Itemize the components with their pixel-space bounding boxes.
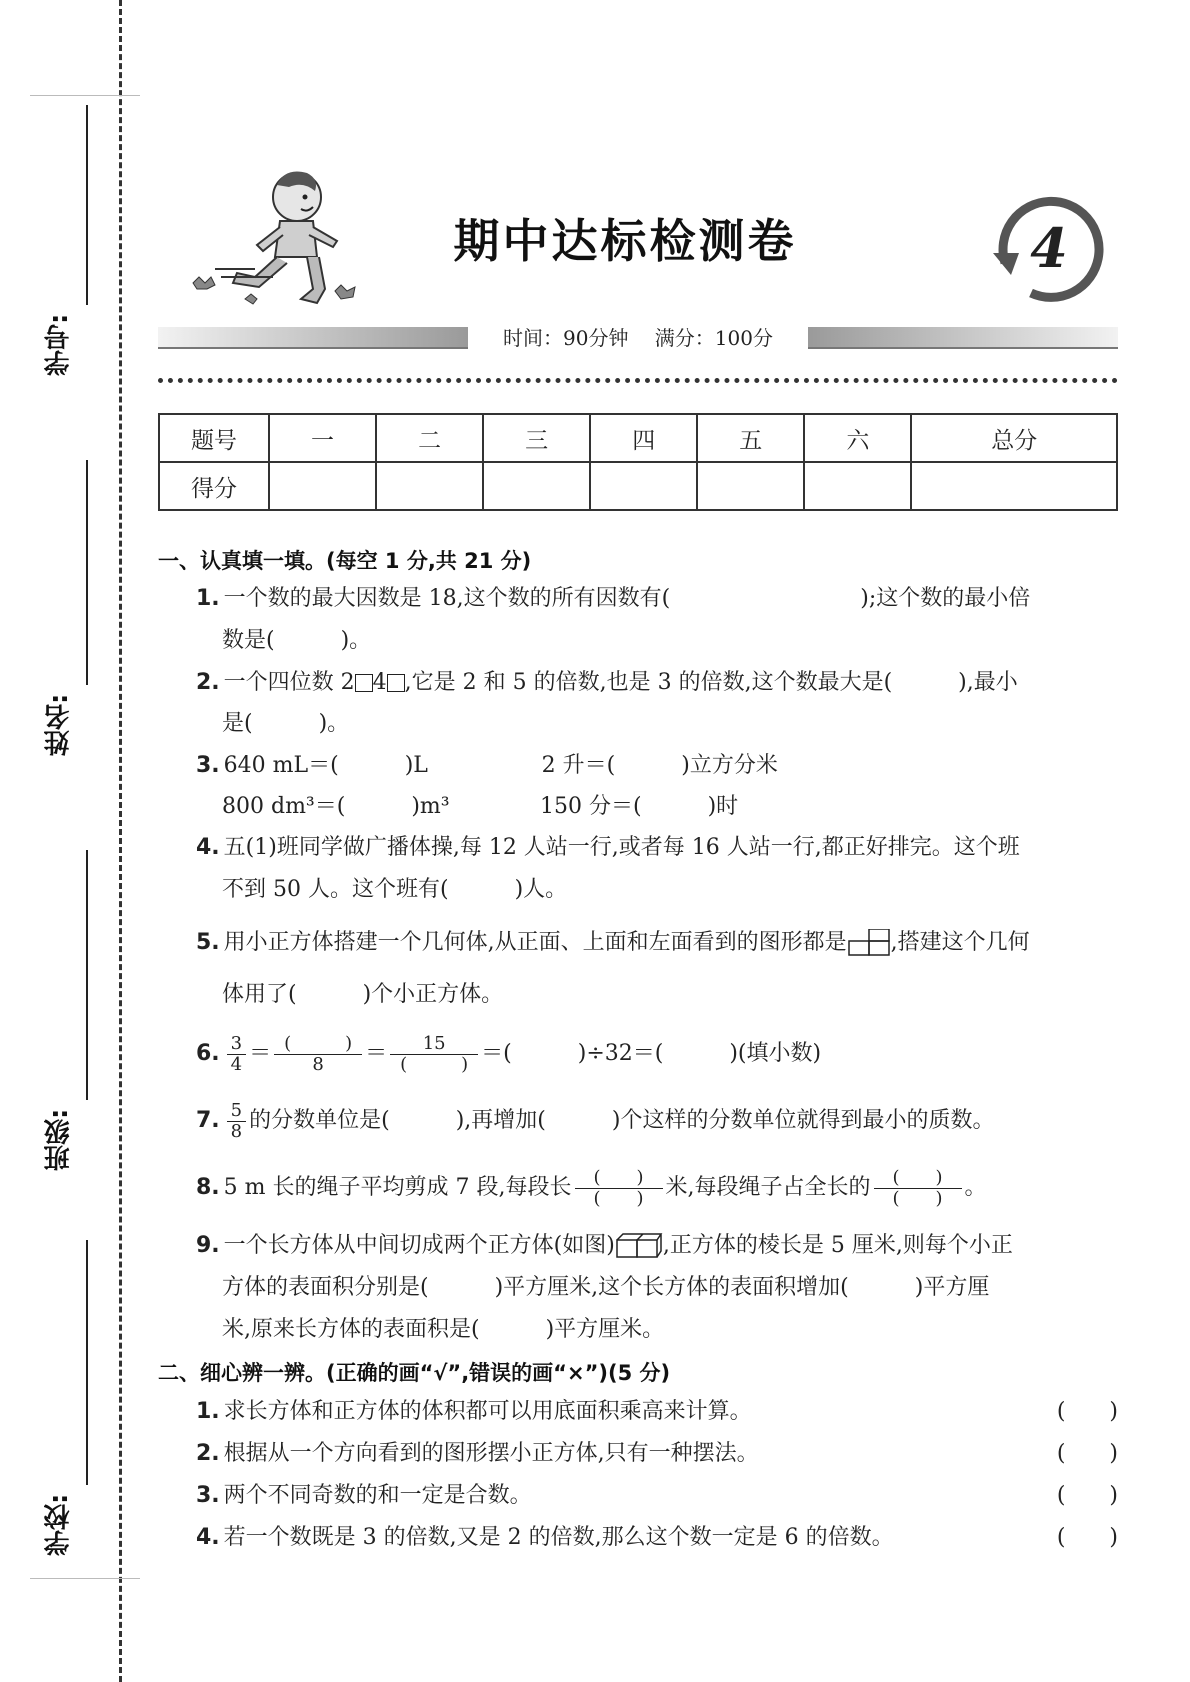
question-2-continued: 是( )。 xyxy=(222,711,350,736)
question-number: 3. xyxy=(196,1483,220,1508)
exam-title: 期中达标检测卷 xyxy=(453,214,797,268)
fraction-blank-8[interactable]: $\frac{( )}{8}$ xyxy=(274,1034,362,1075)
score-input-cell[interactable] xyxy=(804,462,911,510)
question-number: 4. xyxy=(196,835,220,860)
question-number: 3. xyxy=(196,753,220,778)
question-3d: 150 分＝( )时 xyxy=(540,794,739,819)
score-header-cell: 四 xyxy=(590,414,697,462)
school-line[interactable] xyxy=(86,1240,88,1485)
school-label: 学校: xyxy=(44,1493,74,1557)
student-id-line[interactable] xyxy=(86,105,88,305)
question-4-continued: 不到 50 人。这个班有( )人。 xyxy=(222,877,568,902)
score-table-header-row xyxy=(159,414,1117,462)
info-bar-left-decoration xyxy=(158,327,468,349)
question-number: 2. xyxy=(196,670,220,695)
fraction-3-4: $\frac{3}{4}$ xyxy=(227,1034,246,1075)
cuboid-cut-icon xyxy=(615,1233,663,1259)
question-1 xyxy=(196,584,1118,614)
question-text: 用小正方体搭建一个几何体,从正面、上面和左面看到的图形都是 xyxy=(223,930,847,955)
score-input-cell[interactable] xyxy=(911,462,1117,510)
question-text: 。 xyxy=(964,1175,987,1200)
score-table-score-row xyxy=(159,462,1117,510)
binding-dashed-line xyxy=(119,0,122,1682)
question-3b: 2 升＝( )立方分米 xyxy=(541,753,778,778)
score-header-cell: 一 xyxy=(269,414,376,462)
name-label: 姓名: xyxy=(44,693,74,757)
question-5-continued: 体用了( )个小正方体。 xyxy=(222,982,504,1007)
section1-title: 一、认真填一填。(每空 1 分,共 21 分) xyxy=(158,549,532,573)
question-number: 2. xyxy=(196,1441,220,1466)
question-text: 若一个数既是 3 的倍数,又是 2 的倍数,那么这个数一定是 6 的倍数。 xyxy=(223,1525,894,1550)
score-input-cell[interactable] xyxy=(697,462,804,510)
question-number: 1. xyxy=(196,1399,220,1424)
question-1-continued: 数是( )。 xyxy=(222,628,372,653)
question-text: 两个不同奇数的和一定是合数。 xyxy=(223,1483,532,1508)
question-text: 一个四位数 2 xyxy=(223,670,355,695)
score-header-cell: 五 xyxy=(697,414,804,462)
question-9-continued: 方体的表面积分别是( )平方厘米,这个长方体的表面积增加( )平方厘 xyxy=(222,1275,990,1300)
score-input-cell[interactable] xyxy=(376,462,483,510)
score-table xyxy=(158,413,1118,511)
judge-item-3 xyxy=(196,1481,1118,1511)
score-header-cell: 总分 xyxy=(911,414,1117,462)
question-text: 5 m 长的绳子平均剪成 7 段,每段长 xyxy=(223,1175,572,1200)
judge-item-2 xyxy=(196,1439,1118,1469)
question-text: 一个数的最大因数是 18,这个数的所有因数有( xyxy=(223,586,671,611)
question-text: ,搭建这个几何 xyxy=(890,930,1030,955)
question-number: 4. xyxy=(196,1525,220,1550)
score-header-cell: 三 xyxy=(483,414,590,462)
answer-parentheses[interactable]: ( ) xyxy=(1056,1441,1118,1466)
question-number: 9. xyxy=(196,1233,220,1258)
question-9-continued: 米,原来长方体的表面积是( )平方厘米。 xyxy=(222,1317,665,1342)
question-9 xyxy=(196,1231,1118,1261)
info-bar-right-decoration xyxy=(808,327,1118,349)
question-5 xyxy=(196,928,1118,958)
two-square-view-icon xyxy=(847,929,891,957)
question-3-continued xyxy=(222,792,1118,822)
class-label: 班级: xyxy=(44,1108,74,1172)
score-input-cell[interactable] xyxy=(483,462,590,510)
judge-item-4 xyxy=(196,1523,1118,1553)
running-boy-illustration xyxy=(185,165,385,315)
question-text: ,它是 2 和 5 的倍数,也是 3 的倍数,这个数最大是( ),最小 xyxy=(404,670,1018,695)
fraction-answer-blank[interactable]: $\frac{( )}{( )}$ xyxy=(874,1168,962,1209)
question-6: 6. $\frac{3}{4}$ ＝ $\frac{( )}{8}$ ＝ $\frac{15}{( )}$ ＝( )÷32＝( )(填小数) xyxy=(196,1032,822,1075)
question-text: 五(1)班同学做广播体操,每 12 人站一行,或者每 16 人站一行,都正好排完。这个班 xyxy=(223,835,1020,860)
question-number: 1. xyxy=(196,586,220,611)
question-number: 6. xyxy=(196,1041,220,1066)
score-header-cell: 二 xyxy=(376,414,483,462)
fraction-5-8: $\frac{5}{8}$ xyxy=(227,1101,246,1142)
question-7 xyxy=(196,1098,1118,1144)
exam-number: 4 xyxy=(1030,216,1068,280)
question-text: 根据从一个方向看到的图形摆小正方体,只有一种摆法。 xyxy=(223,1441,759,1466)
question-3c: 800 dm³＝( )m³ xyxy=(222,794,450,819)
score-header-cell: 题号 xyxy=(159,414,269,462)
question-number: 5. xyxy=(196,930,220,955)
score-row-label: 得分 xyxy=(159,462,269,510)
exam-info-bar xyxy=(158,325,1118,351)
question-number: 7. xyxy=(196,1108,220,1133)
exam-number-badge xyxy=(985,193,1105,303)
dotted-divider xyxy=(158,378,1118,383)
question-8 xyxy=(196,1165,1118,1211)
score-input-cell[interactable] xyxy=(269,462,376,510)
exam-info-text: 时间：90分钟 满分：100分 xyxy=(503,326,773,350)
question-3 xyxy=(196,751,1118,781)
answer-parentheses[interactable]: ( ) xyxy=(1056,1399,1118,1424)
digit-box[interactable] xyxy=(387,674,405,692)
score-input-cell[interactable] xyxy=(590,462,697,510)
digit-box[interactable] xyxy=(355,674,373,692)
student-id-label: 学号: xyxy=(44,313,74,377)
margin-rule-top xyxy=(30,95,140,96)
section2-title: 二、细心辨一辨。(正确的画“√”,错误的画“×”)(5 分) xyxy=(158,1361,671,1385)
question-text: 一个长方体从中间切成两个正方体(如图) xyxy=(223,1233,615,1258)
judge-item-1 xyxy=(196,1397,1118,1427)
question-text: 求长方体和正方体的体积都可以用底面积乘高来计算。 xyxy=(223,1399,752,1424)
question-3a: 640 mL＝( )L xyxy=(223,753,428,778)
question-text: ＝( )÷32＝( )(填小数) xyxy=(481,1041,822,1066)
fraction-answer-blank[interactable]: $\frac{( )}{( )}$ xyxy=(575,1168,663,1209)
question-text: 的分数单位是( ),再增加( )个这样的分数单位就得到最小的质数。 xyxy=(249,1108,995,1133)
margin-rule-bottom xyxy=(30,1578,140,1579)
question-2 xyxy=(196,668,1118,698)
answer-parentheses[interactable]: ( ) xyxy=(1056,1525,1118,1550)
question-text: 米,每段绳子占全长的 xyxy=(665,1175,871,1200)
name-line[interactable] xyxy=(86,460,88,685)
answer-parentheses[interactable]: ( ) xyxy=(1056,1483,1118,1508)
question-text: );这个数的最小倍 xyxy=(860,586,1031,611)
score-header-cell: 六 xyxy=(804,414,911,462)
question-number: 8. xyxy=(196,1175,220,1200)
question-4 xyxy=(196,833,1118,863)
question-text: 4 xyxy=(372,670,387,695)
fraction-15-blank[interactable]: $\frac{15}{( )}$ xyxy=(390,1034,478,1075)
question-text: ,正方体的棱长是 5 厘米,则每个小正 xyxy=(662,1233,1013,1258)
class-line[interactable] xyxy=(86,850,88,1100)
